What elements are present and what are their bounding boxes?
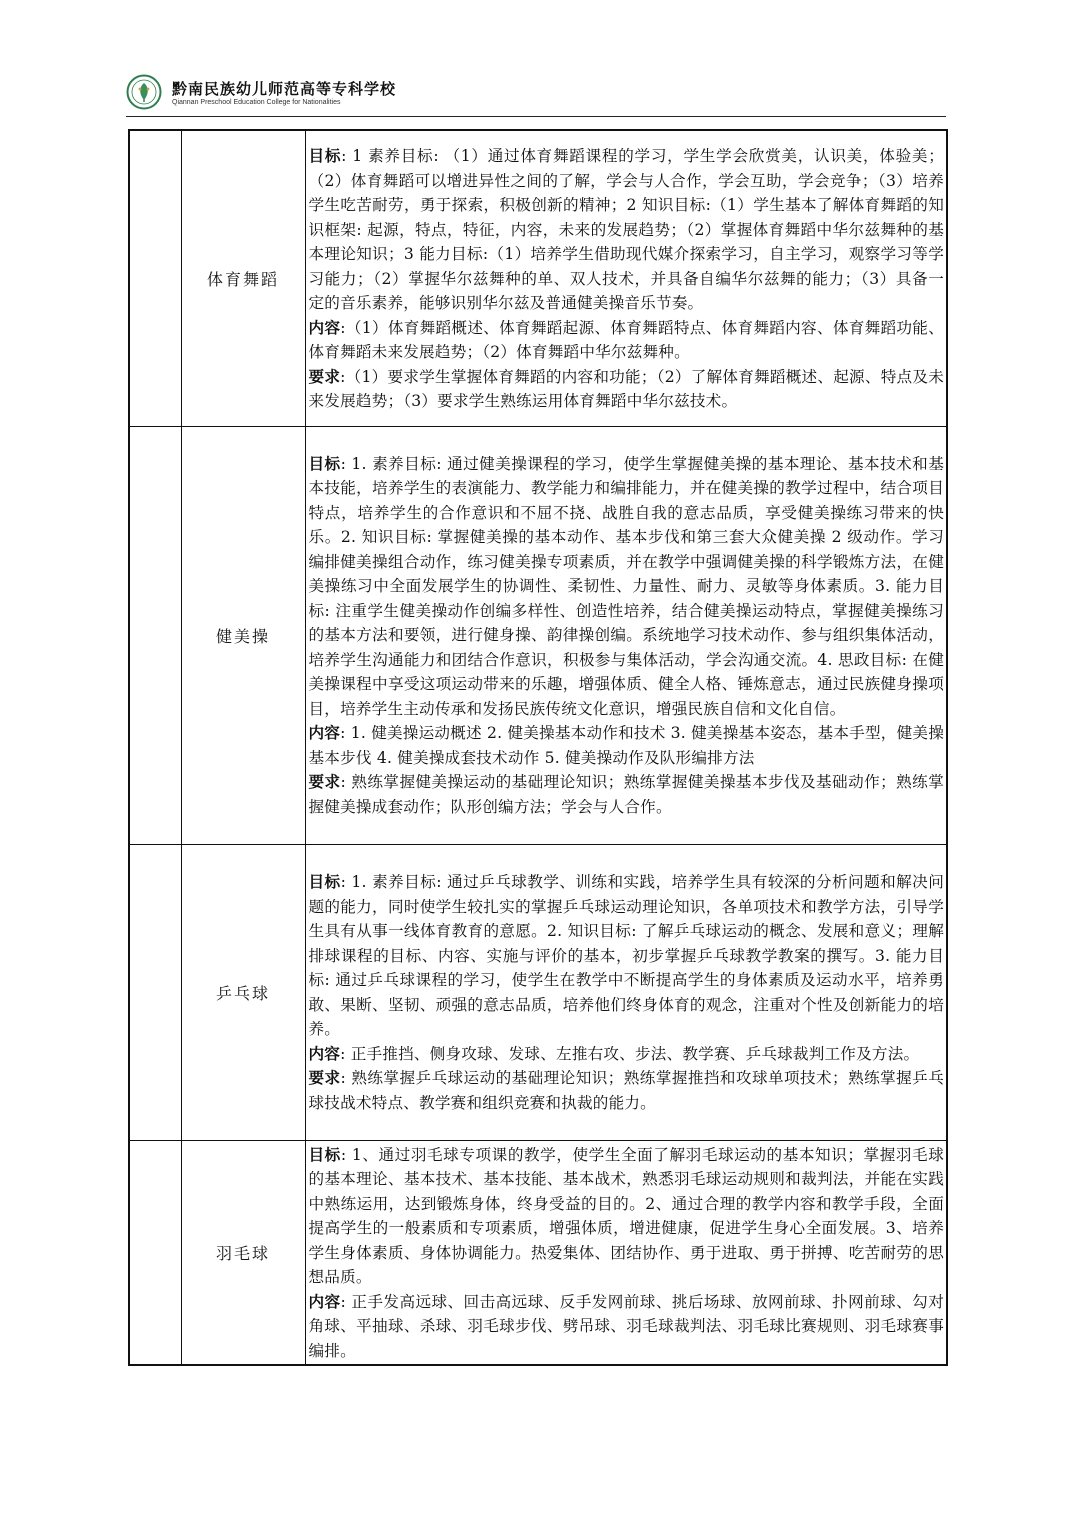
section-paragraph [309, 316, 945, 365]
section-label: 目标 [308, 873, 341, 891]
section-label: 要求 [308, 1069, 341, 1087]
header-divider [126, 116, 946, 117]
page-header [126, 72, 946, 112]
section-paragraph [309, 870, 945, 1042]
section-text: : 正手推挡、侧身攻球、发球、左推右攻、步法、教学赛、乒乓球裁判工作及方法。 [340, 1044, 920, 1063]
section-label: 要求 [308, 773, 341, 792]
section-label: 内容 [308, 318, 341, 337]
empty-cell [129, 1140, 181, 1365]
course-name: 羽毛球 [181, 1140, 305, 1365]
course-description [305, 426, 947, 844]
empty-cell [129, 130, 181, 426]
section-label: 目标 [308, 147, 342, 165]
section-paragraph [309, 1066, 945, 1115]
section-label: 要求 [308, 367, 341, 386]
section-text: : 1. 素养目标: 通过乒乓球教学、训练和实践，培养学生具有较深的分析问题和解决问题的能力，同时使学生较扎实的掌握乒乓球运动理论知识，各单项技术和教学方法，引导学生具有从事一线体育教育的意愿。2. 知识目标: 了解乒乓球运动的概念、发展和意义；理解排球课程的目标、内容、实施与评价的基本，初步掌握乒乓球教学教案的撰写。3. 能力目标: 通过乒乓球课程的学习，使学生在教学中不断提高学生的身体素质及运动水平，培养勇敢、果断、坚韧、顽强的意志品质，培养他们终身体育的观念，注重对个性及创新能力的培养。 [308, 873, 944, 1038]
section-paragraph [309, 1290, 945, 1364]
section-label: 内容 [308, 1044, 341, 1063]
section-text: : 1、通过羽毛球专项课的教学，使学生全面了解羽毛球运动的基本知识；掌握羽毛球的基本理论、基本技术、基本技能、基本战术，熟悉羽毛球运动规则和裁判法，并能在实践中熟练运用，达到锻炼身体，终身受益的目的。2、通过合理的教学内容和教学手段，全面提高学生的一般素质和专项素质，增强体质，增进健康，促进学生身心全面发展。3、培养学生身体素质、身体协调能力。热爱集体、团结协作、勇于进取、勇于拼搏、吃苦耐劳的思想品质。 [308, 1145, 944, 1286]
section-text: :（1）体育舞蹈概述、体育舞蹈起源、体育舞蹈特点、体育舞蹈内容、体育舞蹈功能、体育舞蹈未来发展趋势；（2）体育舞蹈中华尔兹舞种。 [308, 318, 944, 361]
section-paragraph [309, 770, 945, 819]
course-row [129, 844, 947, 1140]
section-paragraph [309, 452, 945, 722]
course-description [305, 1140, 947, 1365]
section-paragraph [309, 1143, 945, 1290]
empty-cell [129, 426, 181, 844]
section-text: : 熟练掌握健美操运动的基础理论知识；熟练掌握健美操基本步伐及基础动作；熟练掌握健美操成套动作；队形创编方法；学会与人合作。 [308, 773, 944, 816]
course-name: 健美操 [181, 426, 305, 844]
section-text: : 正手发高远球、回击高远球、反手发网前球、挑后场球、放网前球、扑网前球、勾对角球、平抽球、杀球、羽毛球步伐、劈吊球、羽毛球裁判法、羽毛球比赛规则、羽毛球赛事编排。 [308, 1292, 944, 1360]
section-text: : 1. 素养目标: 通过健美操课程的学习，使学生掌握健美操的基本理论、基本技术和基本技能，培养学生的表演能力、教学能力和编排能力，并在健美操的教学过程中，结合项目特点，培养学生的合作意识和不屈不挠、战胜自我的意志品质，享受健美操练习带来的快乐。2. 知识目标: 掌握健美操的基本动作、基本步伐和第三套大众健美操 2 级动作。学习编排健美操组合动作，练习健美操专项素质，并在教学中强调健美操的科学锻炼方法，在健美操练习中全面发展学生的协调性、柔韧性、力量性、耐力、灵敏等身体素质。3. 能力目标: 注重学生健美操动作创编多样性、创造性培养，结合健美操运动特点，掌握健美操练习的基本方法和要领，进行健身操、韵律操创编。系统地学习技术动作、参与组织集体活动，培养学生沟通能力和团结合作意识，积极参与集体活动，学会沟通交流。4. 思政目标: 在健美操课程中享受这项运动带来的乐趣，增强体质、健全人格、锤炼意志，通过民族健身操项目，培养学生主动传承和发扬民族传统文化意识，增强民族自信和文化自信。 [308, 454, 944, 718]
course-table [128, 129, 948, 1366]
section-label: 内容 [308, 724, 341, 743]
section-label: 目标 [308, 454, 341, 473]
course-row [129, 130, 947, 426]
course-row [129, 1140, 947, 1365]
section-paragraph [309, 365, 945, 414]
school-name-en: Qiannan Preschool Education College for Nationalities [172, 99, 341, 106]
course-row [129, 426, 947, 844]
section-text: : 熟练掌握乒乓球运动的基础理论知识；熟练掌握推挡和攻球单项技术；熟练掌握乒乓球技战术特点、教学赛和组织竞赛和执裁的能力。 [308, 1069, 944, 1112]
section-paragraph [309, 721, 945, 770]
course-name: 体育舞蹈 [181, 130, 305, 426]
section-text: : 1 素养目标: （1）通过体育舞蹈课程的学习，学生学会欣赏美，认识美，体验美；（2）体育舞蹈可以增进异性之间的了解，学会与人合作，学会互助，学会竞争；（3）培养学生吃苦耐劳，勇于探索，积极创新的精神；2 知识目标:（1）学生基本了解体育舞蹈的知识框架: 起源，特点，特征，内容，未来的发展趋势；（2）掌握体育舞蹈中华尔兹舞种的基本理论知识；3 能力目标:（1）培养学生借助现代媒介探索学习，自主学习，观察学习等学习能力；（2）掌握华尔兹舞种的单、双人技术，并具备自编华尔兹舞的能力；（3）具备一定的音乐素养，能够识别华尔兹及普通健美操音乐节奏。 [308, 147, 945, 312]
section-paragraph [309, 1042, 945, 1067]
course-description [305, 130, 947, 426]
section-text: :（1）要求学生掌握体育舞蹈的内容和功能；（2）了解体育舞蹈概述、起源、特点及未来发展趋势；（3）要求学生熟练运用体育舞蹈中华尔兹技术。 [308, 367, 944, 410]
empty-cell [129, 844, 181, 1140]
course-description [305, 844, 947, 1140]
course-name: 乒乓球 [181, 844, 305, 1140]
section-label: 目标 [308, 1145, 341, 1164]
school-logo-icon [126, 74, 162, 110]
section-text: : 1. 健美操运动概述 2. 健美操基本动作和技术 3. 健美操基本姿态，基本手型，健美操基本步伐 4. 健美操成套技术动作 5. 健美操动作及队形编排方法 [308, 724, 944, 767]
section-paragraph [309, 144, 945, 316]
section-label: 内容 [308, 1292, 341, 1311]
school-name-cn: 黔南民族幼儿师范高等专科学校 [172, 80, 397, 98]
